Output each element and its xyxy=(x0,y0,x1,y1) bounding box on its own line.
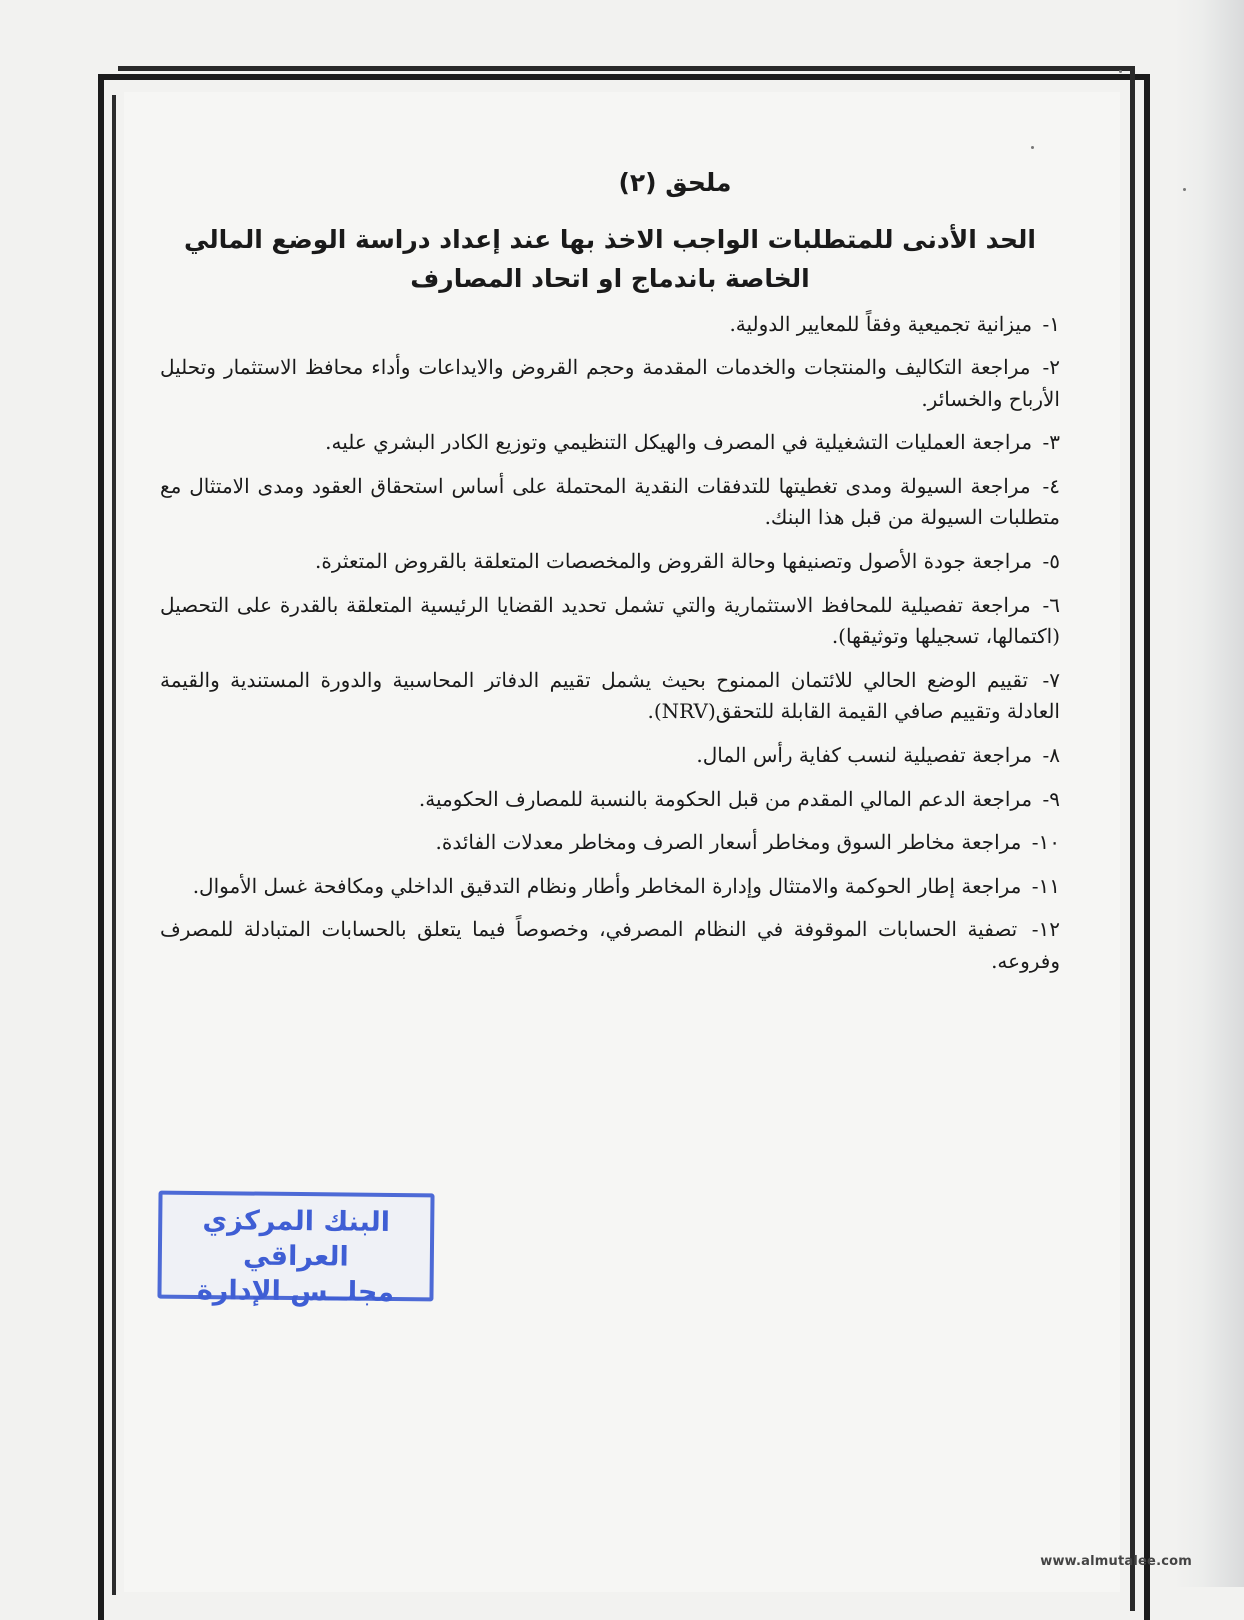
item-number: ١٢- xyxy=(1031,917,1061,942)
page-border-inner-left xyxy=(112,95,116,1595)
document-content xyxy=(160,168,1060,990)
item-text: مراجعة تفصيلية لنسب كفاية رأس المال. xyxy=(696,743,1033,768)
scan-speck xyxy=(1119,70,1122,73)
item-number: ١٠- xyxy=(1031,830,1060,855)
list-item xyxy=(160,546,1060,578)
item-text: مراجعة التكاليف والمنتجات والخدمات المقدمة وحجم القروض والايداعات وأداء محافظ الاستثمار وتحليل الأرباح والخسائر. xyxy=(160,355,1060,411)
list-item xyxy=(160,784,1060,816)
item-text: ميزانية تجميعية وفقاً للمعايير الدولية. xyxy=(729,311,1033,336)
list-item xyxy=(160,740,1060,772)
item-number: ١- xyxy=(1042,311,1060,336)
annex-heading: ملحق (٢) xyxy=(618,168,732,197)
item-number: ٣- xyxy=(1042,430,1060,455)
item-text: مراجعة إطار الحوكمة والامتثال وإدارة المخاطر وأطار ونظام التدقيق الداخلي ومكافحة غسل الأموال. xyxy=(192,873,1022,898)
scan-speck xyxy=(1031,146,1034,149)
list-item xyxy=(160,827,1060,859)
list-item xyxy=(160,871,1060,903)
requirements-list xyxy=(160,309,1060,978)
document-title: الحد الأدنى للمتطلبات الواجب الاخذ بها عند إعداد دراسة الوضع المالي الخاصة باندماج او اتحاد المصارف xyxy=(184,225,1036,293)
scan-edge-shadow xyxy=(1174,0,1244,1587)
list-item xyxy=(160,427,1060,459)
item-number: ١١- xyxy=(1031,873,1060,898)
list-item xyxy=(160,914,1060,977)
item-number: ٧- xyxy=(1042,667,1061,692)
item-number: ٩- xyxy=(1042,786,1060,811)
item-number: ٨- xyxy=(1042,743,1060,768)
item-text: تقييم الوضع الحالي للائتمان الممنوح بحيث يشمل تقييم الدفاتر المحاسبية والدورة المستندية والقيمة العادلة وتقييم صافي القيمة القابلة للتحقق(NRV). xyxy=(160,667,1060,724)
list-item xyxy=(160,352,1060,415)
item-number: ٢- xyxy=(1042,355,1061,380)
item-text: مراجعة العمليات التشغيلية في المصرف والهيكل التنظيمي وتوزيع الكادر البشري عليه. xyxy=(325,430,1033,455)
list-item xyxy=(160,665,1060,728)
item-text: مراجعة جودة الأصول وتصنيفها وحالة القروض والمخصصات المتعلقة بالقروض المتعثرة. xyxy=(315,549,1033,574)
official-stamp xyxy=(157,1191,434,1309)
item-text: مراجعة الدعم المالي المقدم من قبل الحكومة بالنسبة للمصارف الحكومية. xyxy=(418,786,1033,811)
stamp-line-board: مجلــس الإدارة xyxy=(196,1275,395,1309)
item-number: ٦- xyxy=(1042,592,1061,617)
list-item xyxy=(160,471,1060,534)
item-number: ٥- xyxy=(1042,549,1060,574)
item-text: مراجعة مخاطر السوق ومخاطر أسعار الصرف ومخاطر معدلات الفائدة. xyxy=(435,830,1022,855)
item-number: ٤- xyxy=(1042,473,1060,498)
item-text: مراجعة تفصيلية للمحافظ الاستثمارية والتي تشمل تحديد القضايا الرئيسية المتعلقة بالقدرة على التحصيل (اكتمالها، تسجيلها وتوثيقها). xyxy=(160,592,1060,649)
item-text: تصفية الحسابات الموقوفة في النظام المصرفي، وخصوصاً فيما يتعلق بالحسابات المتبادلة للمصرف وفروعه. xyxy=(160,917,1060,973)
site-watermark: www.almutalee.com xyxy=(1040,1554,1192,1569)
scan-speck xyxy=(1183,188,1186,191)
item-text: مراجعة السيولة ومدى تغطيتها للتدفقات النقدية المحتملة على أساس استحقاق العقود ومدى الامتثال مع متطلبات السيولة من قبل هذا البنك. xyxy=(160,473,1060,530)
stamp-line-bank: البنك المركزي العراقي xyxy=(202,1205,391,1273)
list-item xyxy=(160,309,1060,341)
list-item xyxy=(160,590,1060,653)
